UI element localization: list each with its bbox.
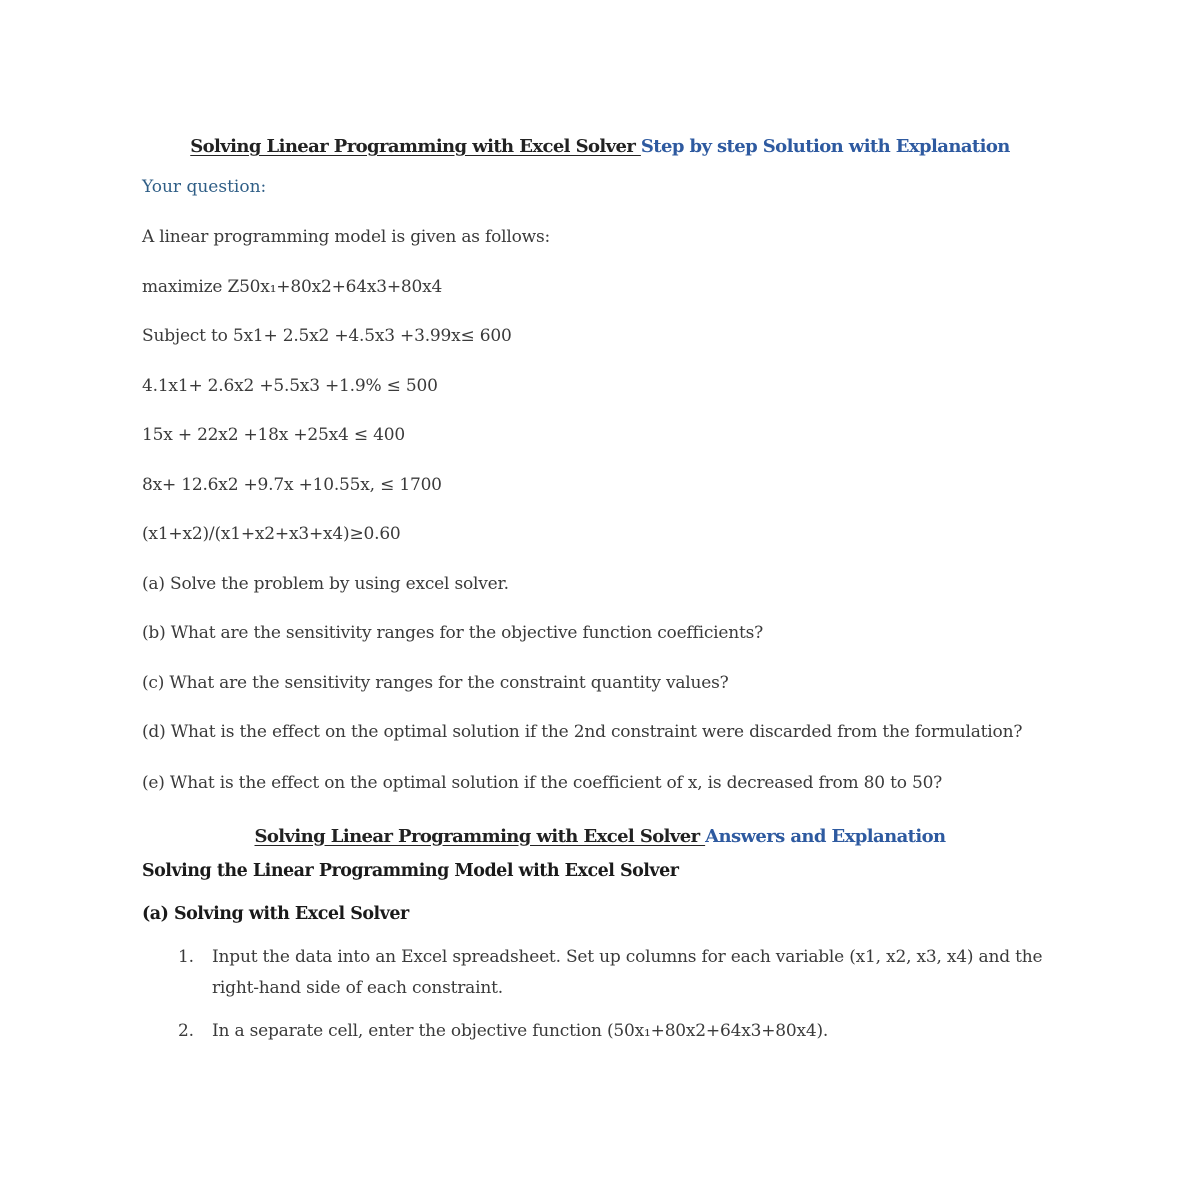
objective-function: maximize Z50x₁+80x2+64x3+80x4: [142, 276, 443, 297]
question-part-a: (a) Solve the problem by using excel solver.: [142, 573, 509, 594]
question-label: Your question:: [142, 177, 267, 197]
step-number: 1.: [178, 946, 194, 967]
answer-subheading: (a) Solving with Excel Solver: [142, 903, 409, 924]
constraint-2: 4.1x1+ 2.6x2 +5.5x3 +1.9% ≤ 500: [142, 375, 438, 396]
title-main-text: Solving Linear Programming with Excel Solver: [190, 136, 641, 157]
question-part-d: (d) What is the effect on the optimal solution if the 2nd constraint were discarded from the formulation?: [142, 722, 1023, 742]
constraint-1: Subject to 5x1+ 2.5x2 +4.5x3 +3.99x≤ 600: [142, 326, 512, 346]
question-part-e: (e) What is the effect on the optimal solution if the coefficient of x, is decreased from 80 to 50?: [142, 772, 943, 793]
constraint-5: (x1+x2)/(x1+x2+x3+x4)≥0.60: [142, 524, 401, 544]
constraint-3: 15x + 22x2 +18x +25x4 ≤ 400: [142, 425, 405, 445]
document-page: [142, 130, 1058, 1059]
solution-steps: [142, 942, 1058, 1047]
constraint-4: 8x+ 12.6x2 +9.7x +10.55x, ≤ 1700: [142, 474, 442, 495]
step-text: Input the data into an Excel spreadsheet. Set up columns for each variable (x1, x2, x3, x4) and the right-hand side of each constraint.: [212, 946, 1043, 998]
solution-step: [142, 942, 1058, 1004]
question-part-b: (b) What are the sensitivity ranges for the objective function coefficients?: [142, 623, 764, 643]
step-number: 2.: [178, 1020, 194, 1041]
answer-title-accent-text: Answers and Explanation: [705, 825, 946, 847]
step-text: In a separate cell, enter the objective function (50x₁+80x2+64x3+80x4).: [212, 1020, 829, 1041]
answer-title: [142, 820, 1058, 854]
answer-title-main-text: Solving Linear Programming with Excel Solver: [254, 825, 706, 847]
answer-heading: Solving the Linear Programming Model with Excel Solver: [142, 860, 679, 881]
question-intro: A linear programming model is given as follows:: [142, 227, 551, 247]
question-part-c: (c) What are the sensitivity ranges for the constraint quantity values?: [142, 672, 729, 693]
document-title: [142, 130, 1058, 164]
solution-step: [142, 1016, 1058, 1047]
title-accent-text: Step by step Solution with Explanation: [640, 136, 1010, 157]
